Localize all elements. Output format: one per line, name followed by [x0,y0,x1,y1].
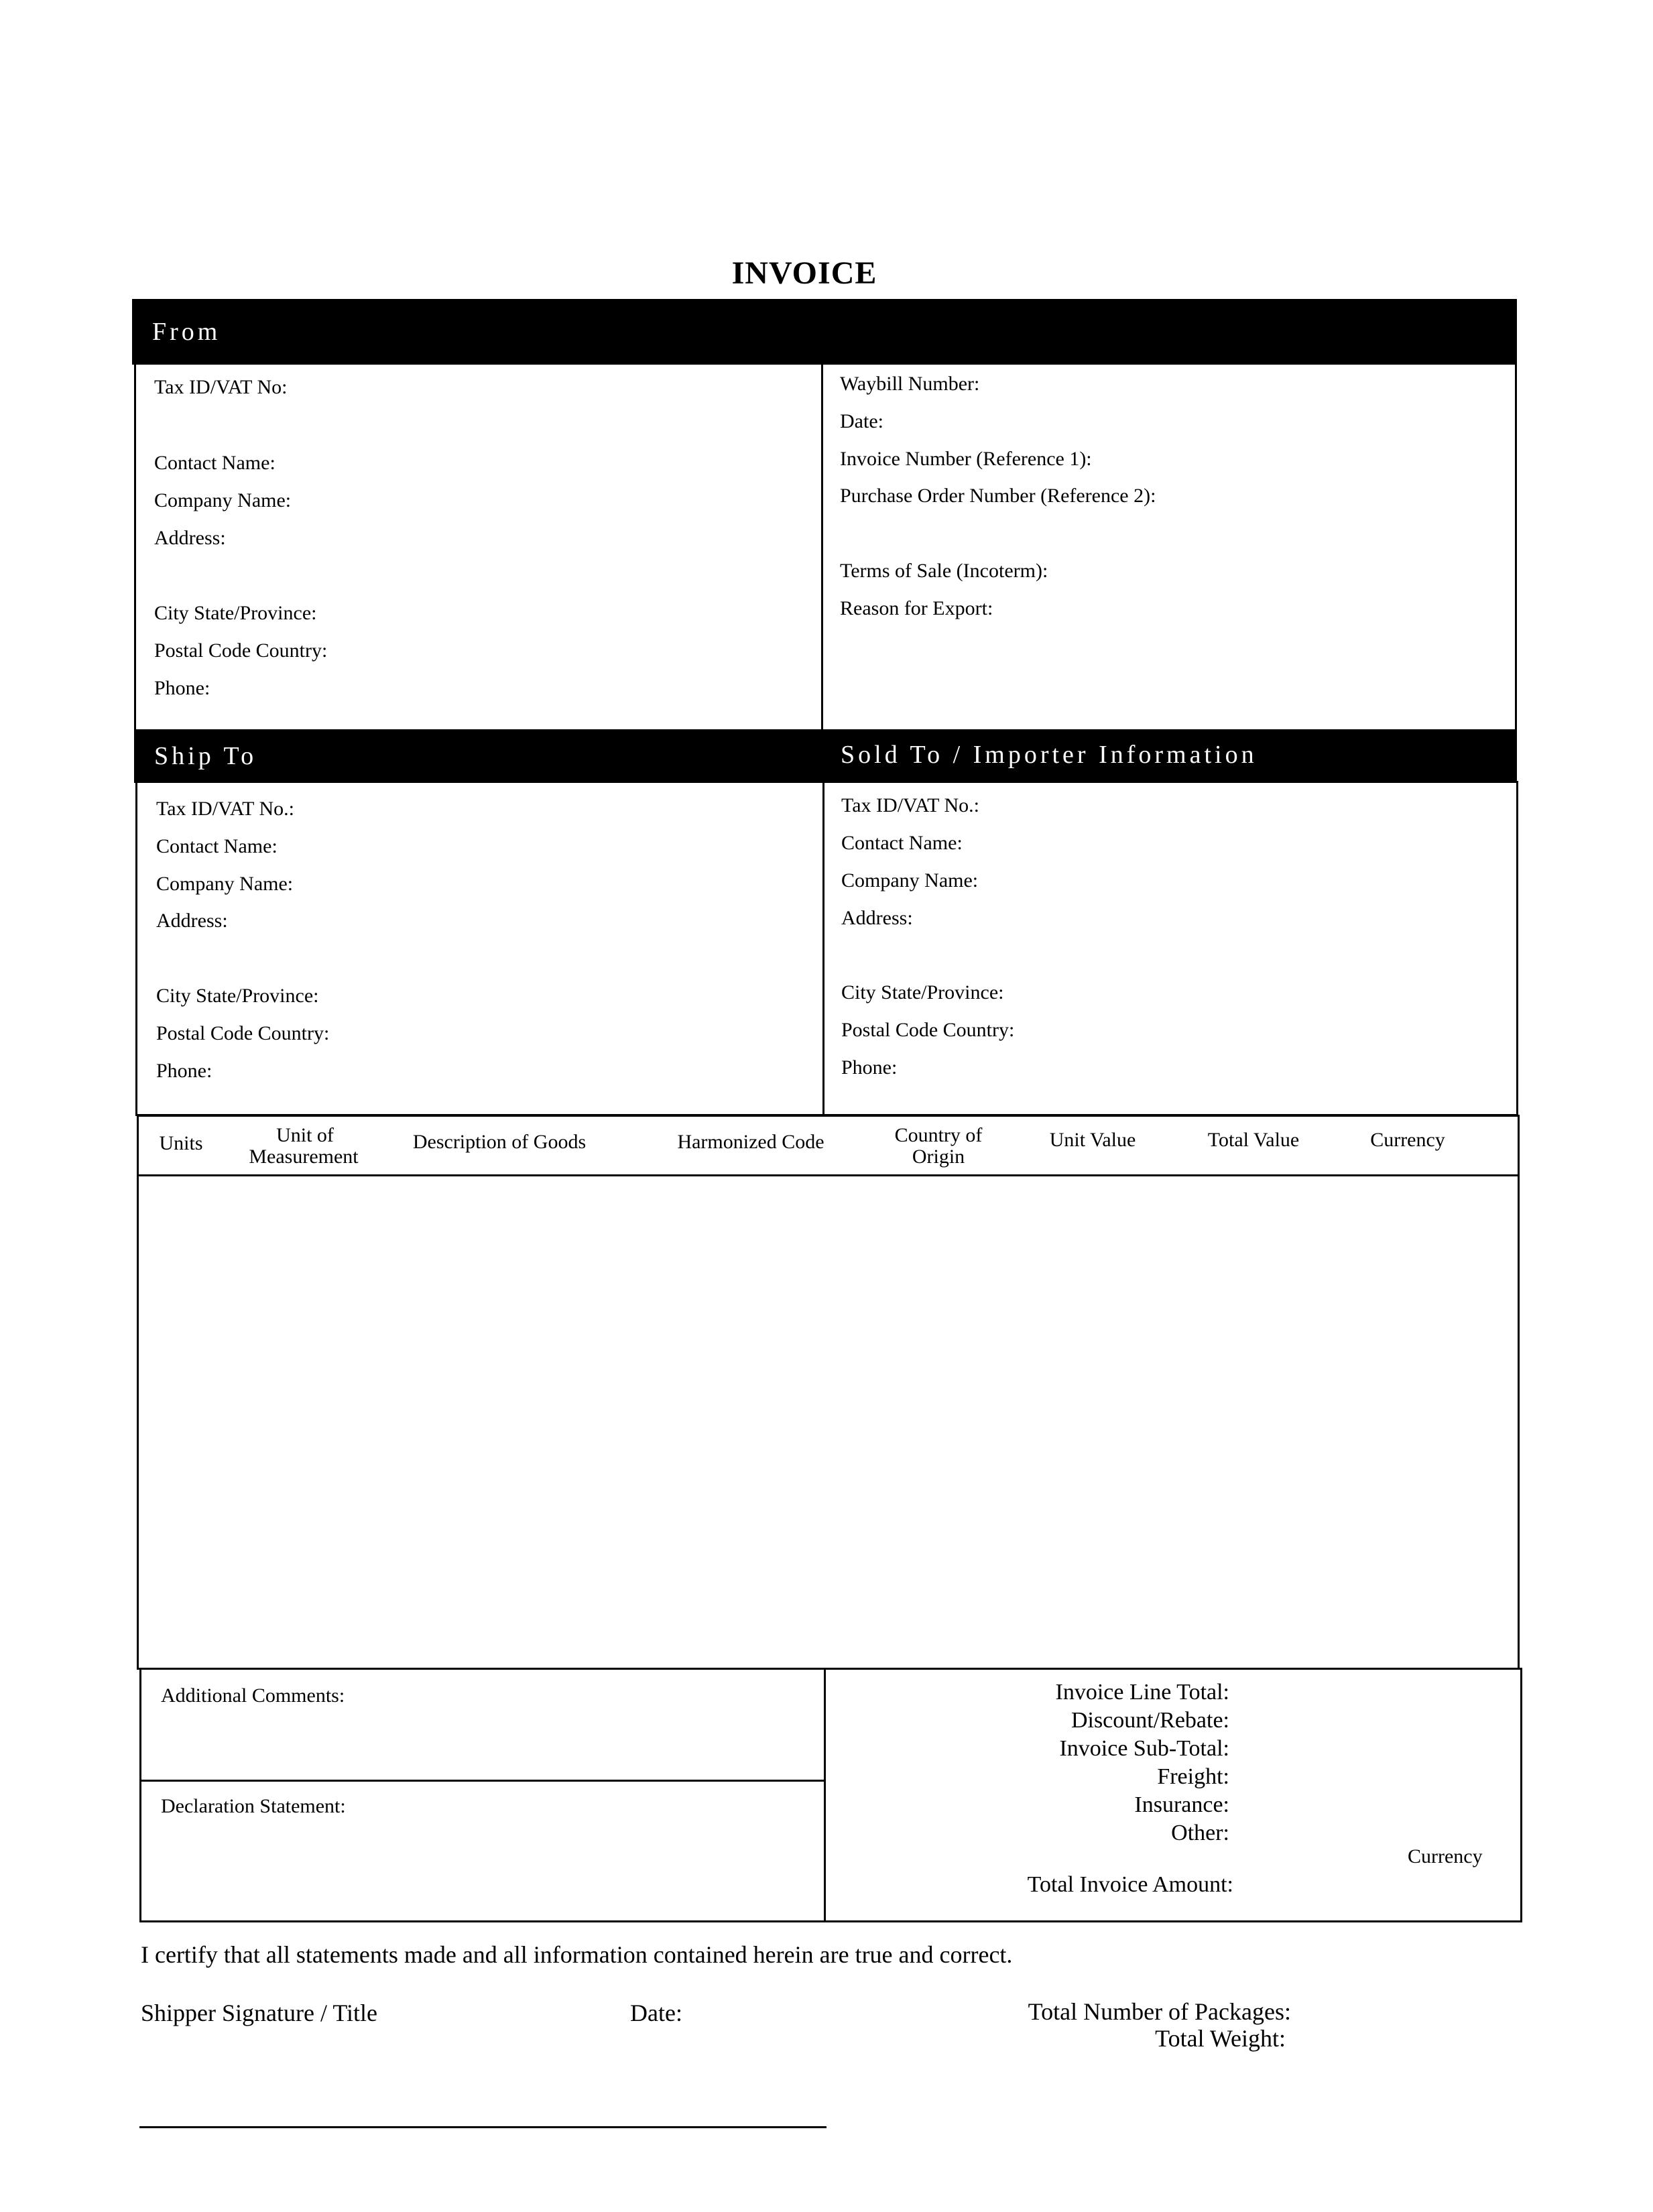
col-harmonized-code: Harmonized Code [677,1131,824,1153]
total-packages-label: Total Number of Packages: [1028,1998,1291,2025]
ship-to-phone-label: Phone: [156,1060,212,1082]
invoice-line-total-label: Invoice Line Total: [1055,1680,1229,1705]
sold-to-address-label: Address: [841,907,913,929]
sold-to-tax-id-label: Tax ID/VAT No.: [841,794,979,816]
from-contact-name-label: Contact Name: [154,452,276,474]
col-country-of-origin [878,1125,999,1167]
col-unit-value: Unit Value [1049,1129,1136,1151]
ship-to-header: Ship To [154,742,257,770]
ship-to-contact-name-label: Contact Name: [156,835,278,857]
total-weight-label: Total Weight: [1155,2025,1286,2052]
ship-sold-section [135,781,1518,1116]
line-items-table [137,1115,1520,1670]
col-total-value: Total Value [1207,1129,1300,1151]
col-unit-of-measurement-line1: Unit of [276,1124,334,1146]
ship-to-company-name-label: Company Name: [156,873,294,895]
signature-line [139,2126,826,2128]
other-label: Other: [1171,1821,1229,1845]
ship-to-tax-id-label: Tax ID/VAT No.: [156,798,294,820]
from-header-bar [132,299,1517,365]
ship-sold-divider [822,781,824,1116]
sold-to-contact-name-label: Contact Name: [841,832,963,854]
from-section [134,362,1517,734]
waybill-number-label: Waybill Number: [840,373,980,395]
invoice-number-label: Invoice Number (Reference 1): [840,448,1092,470]
footer-date-label: Date: [630,2000,682,2026]
col-currency: Currency [1370,1129,1445,1151]
certification-statement: I certify that all statements made and all information contained herein are true and correct. [141,1941,1013,1968]
col-country-of-origin-line2: Origin [912,1145,965,1168]
additional-comments-label: Additional Comments: [161,1684,345,1707]
page-title: INVOICE [731,255,877,291]
sold-to-postal-country-label: Postal Code Country: [841,1019,1015,1041]
column-header-divider [137,1174,1520,1176]
from-city-state-label: City State/Province: [154,602,317,624]
col-unit-of-measurement-line2: Measurement [249,1145,359,1168]
discount-rebate-label: Discount/Rebate: [1070,1708,1229,1733]
col-unit-of-measurement [228,1125,382,1167]
comments-divider [139,1780,825,1782]
sold-to-city-state-label: City State/Province: [841,981,1004,1003]
col-description: Description of Goods [412,1131,587,1153]
date-label: Date: [840,410,883,432]
from-tax-id-label: Tax ID/VAT No: [154,376,288,398]
ship-to-postal-country-label: Postal Code Country: [156,1022,330,1044]
from-header: From [152,318,221,346]
from-address-label: Address: [154,527,226,549]
comments-totals-divider [824,1668,826,1922]
from-postal-country-label: Postal Code Country: [154,639,328,662]
from-divider [821,362,823,734]
declaration-statement-label: Declaration Statement: [161,1795,346,1817]
sold-to-phone-label: Phone: [841,1056,898,1079]
from-phone-label: Phone: [154,677,210,699]
invoice-sub-total-label: Invoice Sub-Total: [1059,1736,1229,1761]
sold-to-header: Sold To / Importer Information [841,741,1258,769]
reason-for-export-label: Reason for Export: [840,597,993,619]
total-invoice-amount-label: Total Invoice Amount: [1027,1872,1233,1897]
col-units: Units [159,1132,203,1154]
terms-of-sale-label: Terms of Sale (Incoterm): [840,560,1048,582]
insurance-label: Insurance: [1134,1792,1229,1817]
sold-to-header-bar [823,729,1517,783]
comments-totals-section [139,1668,1522,1922]
ship-to-address-label: Address: [156,910,228,932]
shipper-signature-label: Shipper Signature / Title [141,2000,378,2026]
ship-to-city-state-label: City State/Province: [156,985,319,1007]
col-country-of-origin-line1: Country of [894,1124,983,1146]
purchase-order-label: Purchase Order Number (Reference 2): [840,485,1156,507]
from-company-name-label: Company Name: [154,489,292,511]
totals-currency-label: Currency [1408,1845,1483,1867]
freight-label: Freight: [1157,1764,1229,1789]
sold-to-company-name-label: Company Name: [841,869,979,892]
